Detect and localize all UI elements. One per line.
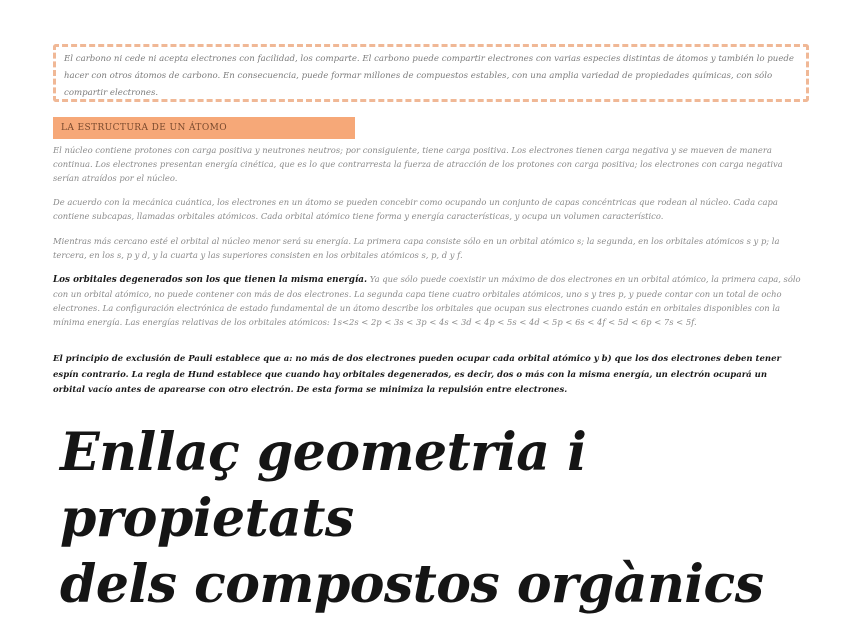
page-title xyxy=(60,420,800,618)
paragraph-orbital-energy: Mientras más cercano esté el orbital al núcleo menor será su energía. La primera capa consiste sólo en un orbital atómico s; la segunda, en los orbitales atómicos s y p; la tercera, en los s, p y d, y la cuarta y las superiores consisten en los orbitales atómicos s, p, d y f. xyxy=(53,236,780,260)
degenerate-orbitals-lead: Los orbitales degenerados son los que tienen la misma energía. xyxy=(53,275,368,285)
degenerate-orbitals-body: Ya que sólo puede coexistir un máximo de dos electrones en un orbital atómico, la primera capa, sólo con un orbital atómico, no puede contener con más de dos electrones. La segunda capa tiene cuatro orbitales atómicos, uno s y tres p, y puede contar con un total de ocho electrones. La configuración electrónica de estado fundamental de un átomo describe los orbitales que ocupan sus electrones cuando están en orbitales disponibles con la mínima energía. Las energías relativas de los orbitales atómicos: 1s<2s < 2p < 3s < 3p < 4s < 3d < 4p < 5s < 4d < 5p < 6s < 4f < 5d < 6p < 7s < 5f. xyxy=(53,274,801,327)
section-heading xyxy=(53,117,355,139)
paragraph-quantum-mechanics: De acuerdo con la mecánica cuántica, los electrones en un átomo se pueden concebir como ocupando un conjunto de capas concéntricas que rodean al núcleo. Cada capa contiene subcapas, llamadas orbitales atómicos. Cada orbital atómico tiene forma y energía características, y ocupa un volumen característico. xyxy=(53,197,778,221)
intro-callout-text: El carbono ni cede ni acepta electrones con facilidad, los comparte. El carbono puede compartir electrones con varias especies distintas de átomos y también lo puede hacer con otros átomos de carbono. En consecuencia, puede formar millones de compuestos estables, con una amplia variedad de propiedades químicas, con sólo compartir electrones. xyxy=(64,54,795,98)
paragraph-degenerate-orbitals xyxy=(53,272,801,329)
section-heading-text: LA ESTRUCTURA DE UN ÁTOMO xyxy=(61,123,227,133)
page-title-line-2: dels compostos orgànics xyxy=(60,554,764,615)
paragraph-pauli-hund: El principio de exclusión de Pauli establece que a: no más de dos electrones pueden ocupar cada orbital atómico y b) que los dos electrones deben tener espín contrario. La regla de Hund establece que cuando hay orbitales degenerados, es decir, dos o más con la misma energía, un electrón ocupará un orbital vacío antes de aparearse con otro electrón. De esta forma se minimiza la repulsión entre electrones. xyxy=(53,354,781,395)
intro-callout-box xyxy=(53,44,809,102)
page-title-line-1: Enllaç geometria i propietats xyxy=(60,422,587,549)
paragraph-nucleus: El núcleo contiene protones con carga positiva y neutrones neutros; por consiguiente, tiene carga positiva. Los electrones tienen carga negativa y se mueven de manera continua. Los electrones presentan energía cinética, que es lo que contrarresta la fuerza de atracción de los protones con carga positiva; los electrones con carga negativa serían atraídos por el núcleo. xyxy=(53,145,783,183)
